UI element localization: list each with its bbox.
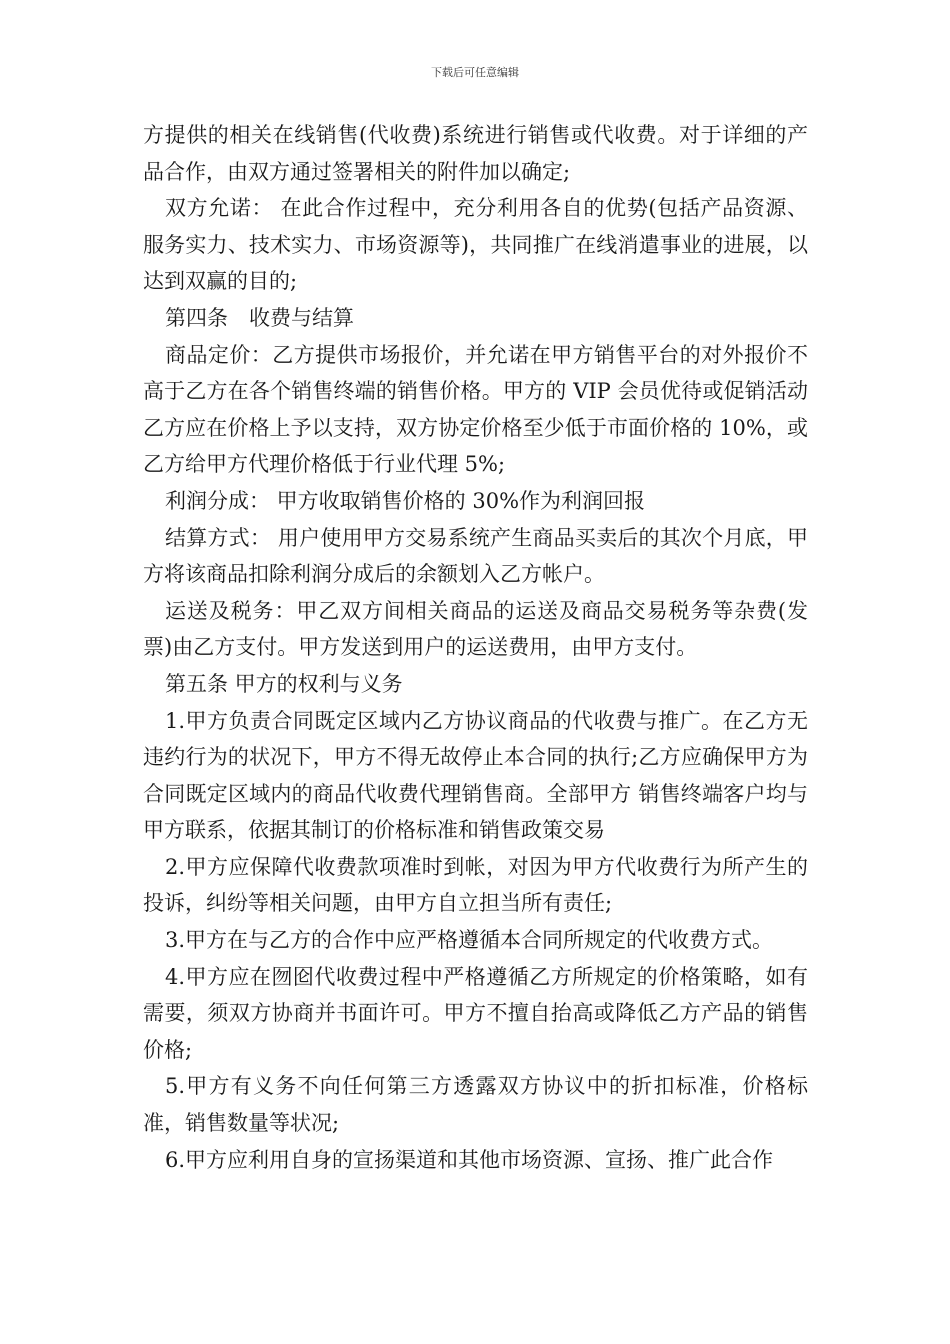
- paragraph: 利润分成： 甲方收取销售价格的 30%作为利润回报: [165, 488, 646, 513]
- paragraph: 商品定价：乙方提供市场报价，并允诺在甲方销售平台的对外报价不高于乙方在各个销售终端的销售价格。甲方的 VIP 会员优待或促销活动乙方应在价格上予以支持，双方协定价格至少低于市面价格的 10%，或乙方给甲方代理价格低于行业代理 5%;: [143, 342, 808, 477]
- paragraph: 结算方式： 用户使用甲方交易系统产生商品买卖后的其次个月底，甲方将该商品扣除利润分成后的余额划入乙方帐户。: [143, 525, 808, 587]
- list-item: 3.甲方在与乙方的合作中应严格遵循本合同所规定的代收费方式。: [165, 928, 774, 953]
- list-item: 2.甲方应保障代收费款项准时到帐，对因为甲方代收费行为所产生的投诉，纠纷等相关问题，由甲方自立担当所有责任;: [143, 854, 808, 916]
- list-item: 6.甲方应利用自身的宣扬渠道和其他市场资源、宣扬、推广此合作: [165, 1147, 774, 1172]
- section-heading: 第五条 甲方的权利与义务: [165, 671, 403, 696]
- document-body: [143, 117, 808, 1178]
- page-header: 下载后可任意编辑: [431, 66, 519, 79]
- list-item: 1.甲方负责合同既定区域内乙方协议商品的代收费与推广。在乙方无违约行为的状况下，甲方不得无故停止本合同的执行;乙方应确保甲方为合同既定区域内的商品代收费代理销售商。全部甲方 销售终端客户均与甲方联系，依据其制订的价格标准和销售政策交易: [143, 708, 808, 843]
- list-item: 5.甲方有义务不向任何第三方透露双方协议中的折扣标准，价格标准，销售数量等状况;: [143, 1074, 808, 1136]
- list-item: 4.甲方应在囫囵代收费过程中严格遵循乙方所规定的价格策略，如有需要，须双方协商并书面许可。甲方不擅自抬高或降低乙方产品的销售价格;: [143, 964, 808, 1062]
- paragraph: 运送及税务：甲乙双方间相关商品的运送及商品交易税务等杂费(发票)由乙方支付。甲方发送到用户的运送费用，由甲方支付。: [143, 598, 808, 660]
- section-heading: 第四条 收费与结算: [165, 305, 354, 330]
- paragraph: 方提供的相关在线销售(代收费)系统进行销售或代收费。对于详细的产品合作，由双方通过签署相关的附件加以确定;: [143, 123, 808, 184]
- paragraph: 双方允诺： 在此合作过程中，充分利用各自的优势(包括产品资源、服务实力、技术实力、市场资源等)，共同推广在线消遣事业的进展，以达到双赢的目的;: [143, 196, 808, 294]
